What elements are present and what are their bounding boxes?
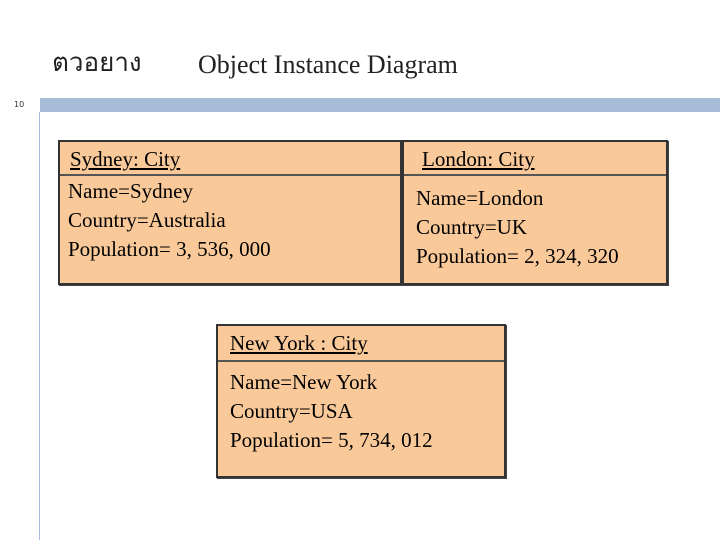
slide-title: Object Instance Diagram xyxy=(198,50,458,79)
attribute-name: Name=London xyxy=(416,186,544,210)
object-attributes xyxy=(60,176,400,264)
attribute-population: Population= 2, 324, 320 xyxy=(416,244,619,268)
object-attributes xyxy=(218,362,504,455)
object-attributes xyxy=(404,176,666,271)
object-box-new-york xyxy=(216,324,506,478)
attribute-name: Name=New York xyxy=(230,370,378,394)
object-header xyxy=(404,142,666,176)
slide-number: 10 xyxy=(14,100,25,109)
object-box-london xyxy=(402,140,668,285)
attribute-population: Population= 3, 536, 000 xyxy=(68,237,271,261)
attribute-population: Population= 5, 734, 012 xyxy=(230,428,433,452)
object-box-sydney xyxy=(58,140,402,285)
object-header xyxy=(60,142,400,176)
slide-title-thai: ตวอยาง xyxy=(52,48,142,78)
header-rule-bar xyxy=(40,98,720,112)
object-header-label: Sydney: City xyxy=(70,147,181,171)
attribute-name: Name=Sydney xyxy=(68,179,193,203)
object-header-label: New York : City xyxy=(230,331,368,355)
object-header-label: London: City xyxy=(422,147,535,171)
left-vertical-rule xyxy=(39,112,40,540)
attribute-country: Country=Australia xyxy=(68,208,226,232)
attribute-country: Country=USA xyxy=(230,399,353,423)
object-header xyxy=(218,326,504,362)
attribute-country: Country=UK xyxy=(416,215,528,239)
